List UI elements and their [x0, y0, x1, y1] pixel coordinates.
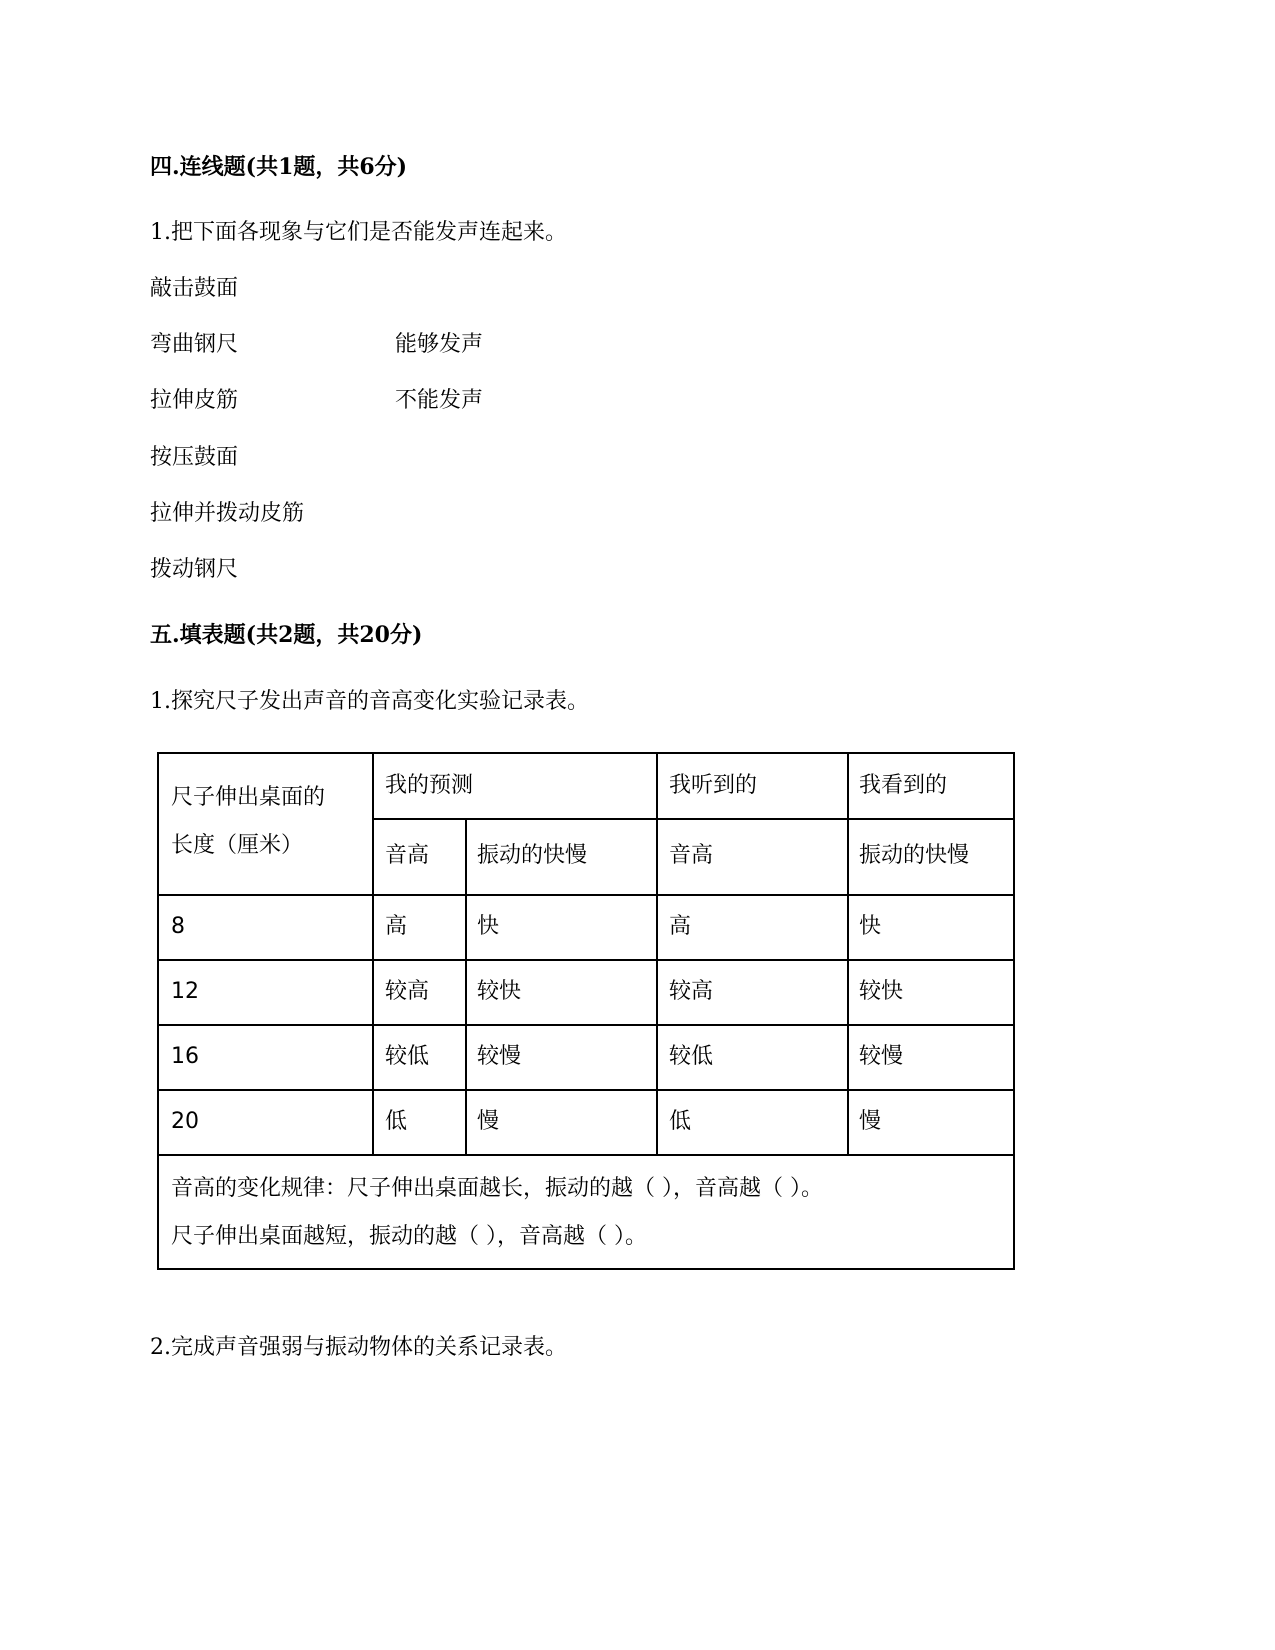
- question-5-1: 1.探究尺子发出声音的音高变化实验记录表。: [150, 689, 589, 714]
- subheader-speed-1: 振动的快慢: [477, 843, 588, 868]
- header-length-line2: 长度（厘米）: [171, 833, 304, 858]
- row-4-seen-speed: 慢: [859, 1109, 882, 1134]
- row-1-seen-speed: 快: [859, 914, 882, 939]
- row-2-pred-pitch: 较高: [385, 979, 430, 1004]
- subheader-pitch-2: 音高: [669, 843, 714, 868]
- row-4-pred-speed: 慢: [477, 1109, 500, 1134]
- row-2-pred-speed: 较快: [477, 979, 522, 1004]
- row-2-seen-speed: 较快: [859, 979, 904, 1004]
- subheader-pitch-1: 音高: [385, 843, 430, 868]
- pitch-rule-line-2: 尺子伸出桌面越短，振动的越（ ），音高越（ ）。: [171, 1224, 647, 1249]
- header-prediction: 我的预测: [385, 773, 474, 798]
- row-2-heard-pitch: 较高: [669, 979, 714, 1004]
- header-heard: 我听到的: [669, 773, 758, 798]
- question-4-1: 1.把下面各现象与它们是否能发声连起来。: [150, 220, 567, 245]
- header-seen: 我看到的: [859, 773, 948, 798]
- row-1-heard-pitch: 高: [669, 914, 692, 939]
- right-item-2: 不能发声: [395, 388, 484, 413]
- question-5-2: 2.完成声音强弱与振动物体的关系记录表。: [150, 1335, 567, 1360]
- left-item-3: 拉伸皮筋: [150, 388, 239, 413]
- pitch-rule-line-1: 音高的变化规律：尺子伸出桌面越长，振动的越（ ），音高越（ ）。: [171, 1176, 823, 1201]
- left-item-2: 弯曲钢尺: [150, 332, 239, 357]
- left-item-4: 按压鼓面: [150, 445, 239, 470]
- section-5-title: 五.填表题(共2题，共20分): [150, 622, 423, 648]
- row-1-pred-speed: 快: [477, 914, 500, 939]
- row-3-pred-pitch: 较低: [385, 1044, 430, 1069]
- left-item-6: 拨动钢尺: [150, 557, 239, 582]
- header-length-line1: 尺子伸出桌面的: [171, 785, 326, 810]
- subheader-speed-2: 振动的快慢: [859, 843, 970, 868]
- left-item-5: 拉伸并拨动皮筋: [150, 501, 305, 526]
- left-item-1: 敲击鼓面: [150, 276, 239, 301]
- row-3-pred-speed: 较慢: [477, 1044, 522, 1069]
- section-4-title: 四.连线题(共1题，共6分): [150, 154, 408, 180]
- row-3-length: 16: [171, 1044, 199, 1069]
- row-4-length: 20: [171, 1109, 199, 1134]
- row-3-seen-speed: 较慢: [859, 1044, 904, 1069]
- row-3-heard-pitch: 较低: [669, 1044, 714, 1069]
- row-4-heard-pitch: 低: [669, 1109, 692, 1134]
- row-1-length: 8: [171, 914, 185, 939]
- row-1-pred-pitch: 高: [385, 914, 408, 939]
- pitch-record-table: [157, 752, 1015, 1270]
- row-4-pred-pitch: 低: [385, 1109, 408, 1134]
- row-2-length: 12: [171, 979, 199, 1004]
- right-item-1: 能够发声: [395, 332, 484, 357]
